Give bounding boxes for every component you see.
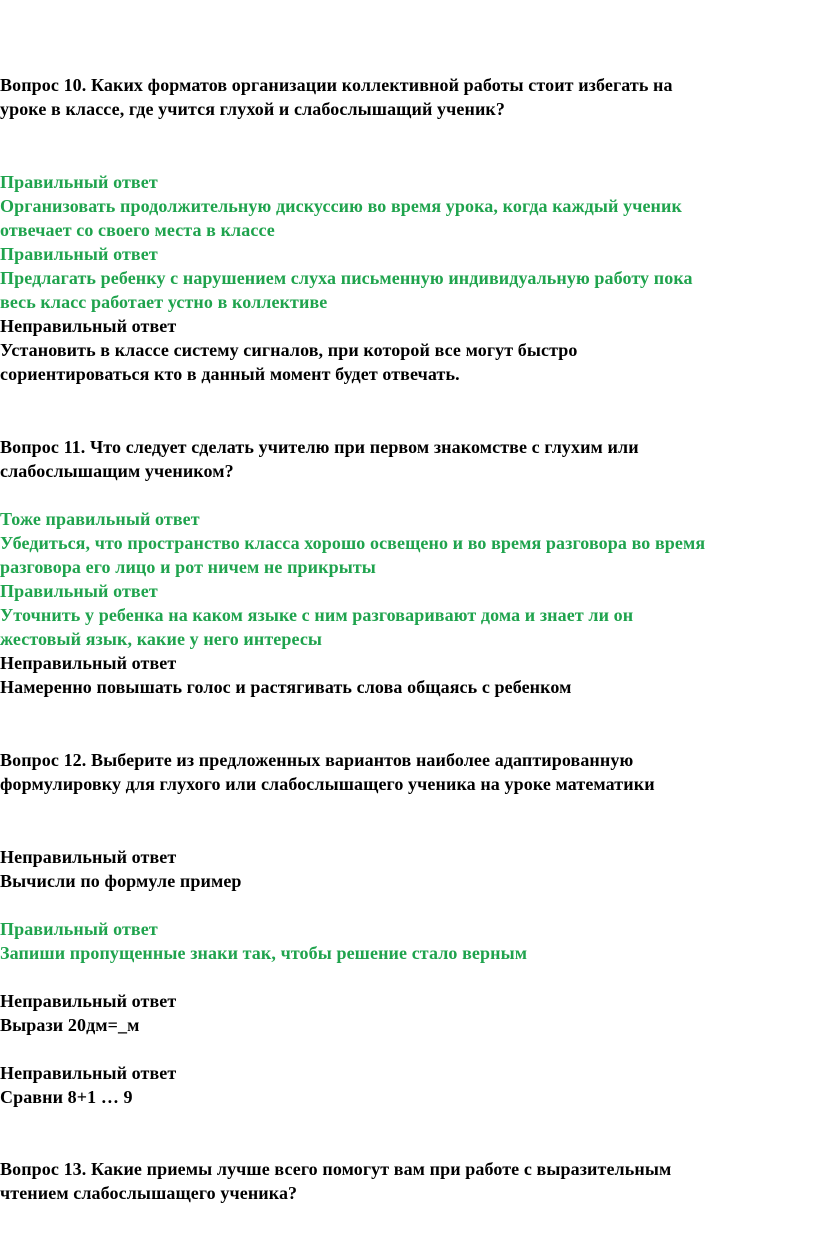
q12-question-line-1: Вопрос 12. Выберите из предложенных вариантов наиболее адаптированную bbox=[0, 750, 634, 770]
q12-answer-2-status: Правильный ответ bbox=[0, 919, 158, 939]
q10-answer-2-text-1: Предлагать ребенку с нарушением слуха письменную индивидуальную работу пока bbox=[0, 268, 693, 288]
q10-answer-1-text-1: Организовать продолжительную дискуссию во время урока, когда каждый ученик bbox=[0, 196, 682, 216]
q10-answer-2-status: Правильный ответ bbox=[0, 244, 158, 264]
q11-answer-1-status: Тоже правильный ответ bbox=[0, 509, 200, 529]
q11-answer-2-text-1: Уточнить у ребенка на каком языке с ним разговаривают дома и знает ли он bbox=[0, 605, 634, 625]
q10-question-line-1: Вопрос 10. Каких форматов организации коллективной работы стоит избегать на bbox=[0, 75, 673, 95]
q12-answer-3-text: Вырази 20дм=_м bbox=[0, 1015, 140, 1035]
q10-question-line-2: уроке в классе, где учится глухой и слабослышащий ученик? bbox=[0, 99, 505, 119]
q13-question-line-1: Вопрос 13. Какие приемы лучше всего помогут вам при работе с выразительным bbox=[0, 1159, 672, 1179]
q12-answer-1-status: Неправильный ответ bbox=[0, 847, 177, 867]
q11-answer-3-text-1: Намеренно повышать голос и растягивать слова общаясь с ребенком bbox=[0, 677, 572, 697]
q12-question-line-2: формулировку для глухого или слабослышащего ученика на уроке математики bbox=[0, 774, 655, 794]
q10-answer-3-text-1: Установить в классе систему сигналов, при которой все могут быстро bbox=[0, 340, 578, 360]
q12-answer-4-status: Неправильный ответ bbox=[0, 1063, 177, 1083]
q11-question-line-1: Вопрос 11. Что следует сделать учителю при первом знакомстве с глухим или bbox=[0, 437, 639, 457]
q12-answer-1-text: Вычисли по формуле пример bbox=[0, 871, 242, 891]
q12-answer-2-text: Запиши пропущенные знаки так, чтобы решение стало верным bbox=[0, 943, 528, 963]
q11-answer-3-status: Неправильный ответ bbox=[0, 653, 177, 673]
q11-question-line-2: слабослышащим учеником? bbox=[0, 461, 234, 481]
q11-answer-2-text-2: жестовый язык, какие у него интересы bbox=[0, 629, 323, 649]
q11-answer-2-status: Правильный ответ bbox=[0, 581, 158, 601]
q10-answer-2-text-2: весь класс работает устно в коллективе bbox=[0, 292, 328, 312]
q13-question-line-2: чтением слабослышащего ученика? bbox=[0, 1183, 298, 1203]
q10-answer-3-status: Неправильный ответ bbox=[0, 316, 177, 336]
q10-answer-1-text-2: отвечает со своего места в классе bbox=[0, 220, 275, 240]
q12-answer-3-status: Неправильный ответ bbox=[0, 991, 177, 1011]
q11-answer-1-text-1: Убедиться, что пространство класса хорошо освещено и во время разговора во время bbox=[0, 533, 706, 553]
q10-answer-3-text-2: сориентироваться кто в данный момент будет отвечать. bbox=[0, 364, 460, 384]
q11-answer-1-text-2: разговора его лицо и рот ничем не прикрыты bbox=[0, 557, 376, 577]
q10-answer-1-status: Правильный ответ bbox=[0, 172, 158, 192]
q12-answer-4-text: Сравни 8+1 … 9 bbox=[0, 1087, 133, 1107]
